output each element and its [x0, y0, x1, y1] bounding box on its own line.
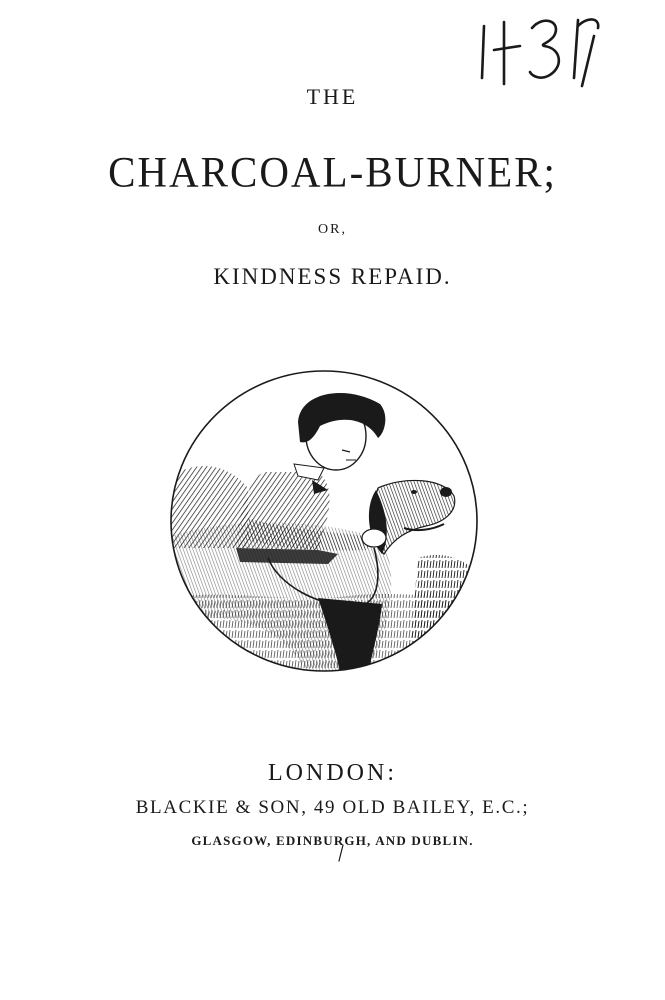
book-subtitle: KINDNESS REPAID. — [213, 264, 452, 289]
other-cities-line: GLASGOW, EDINBURGH, AND DUBLIN. — [191, 833, 474, 848]
publisher-line: BLACKIE & SON, 49 OLD BAILEY, E.C.; — [135, 797, 530, 818]
pencil-mark — [336, 843, 346, 863]
frontispiece-vignette — [168, 368, 480, 674]
title-conjunction: OR, — [318, 222, 347, 237]
title-article: THE — [306, 84, 359, 109]
book-title: CHARCOAL-BURNER; — [108, 147, 557, 197]
handwritten-shelfmark — [474, 6, 614, 96]
imprint-city: LONDON: — [268, 760, 397, 786]
